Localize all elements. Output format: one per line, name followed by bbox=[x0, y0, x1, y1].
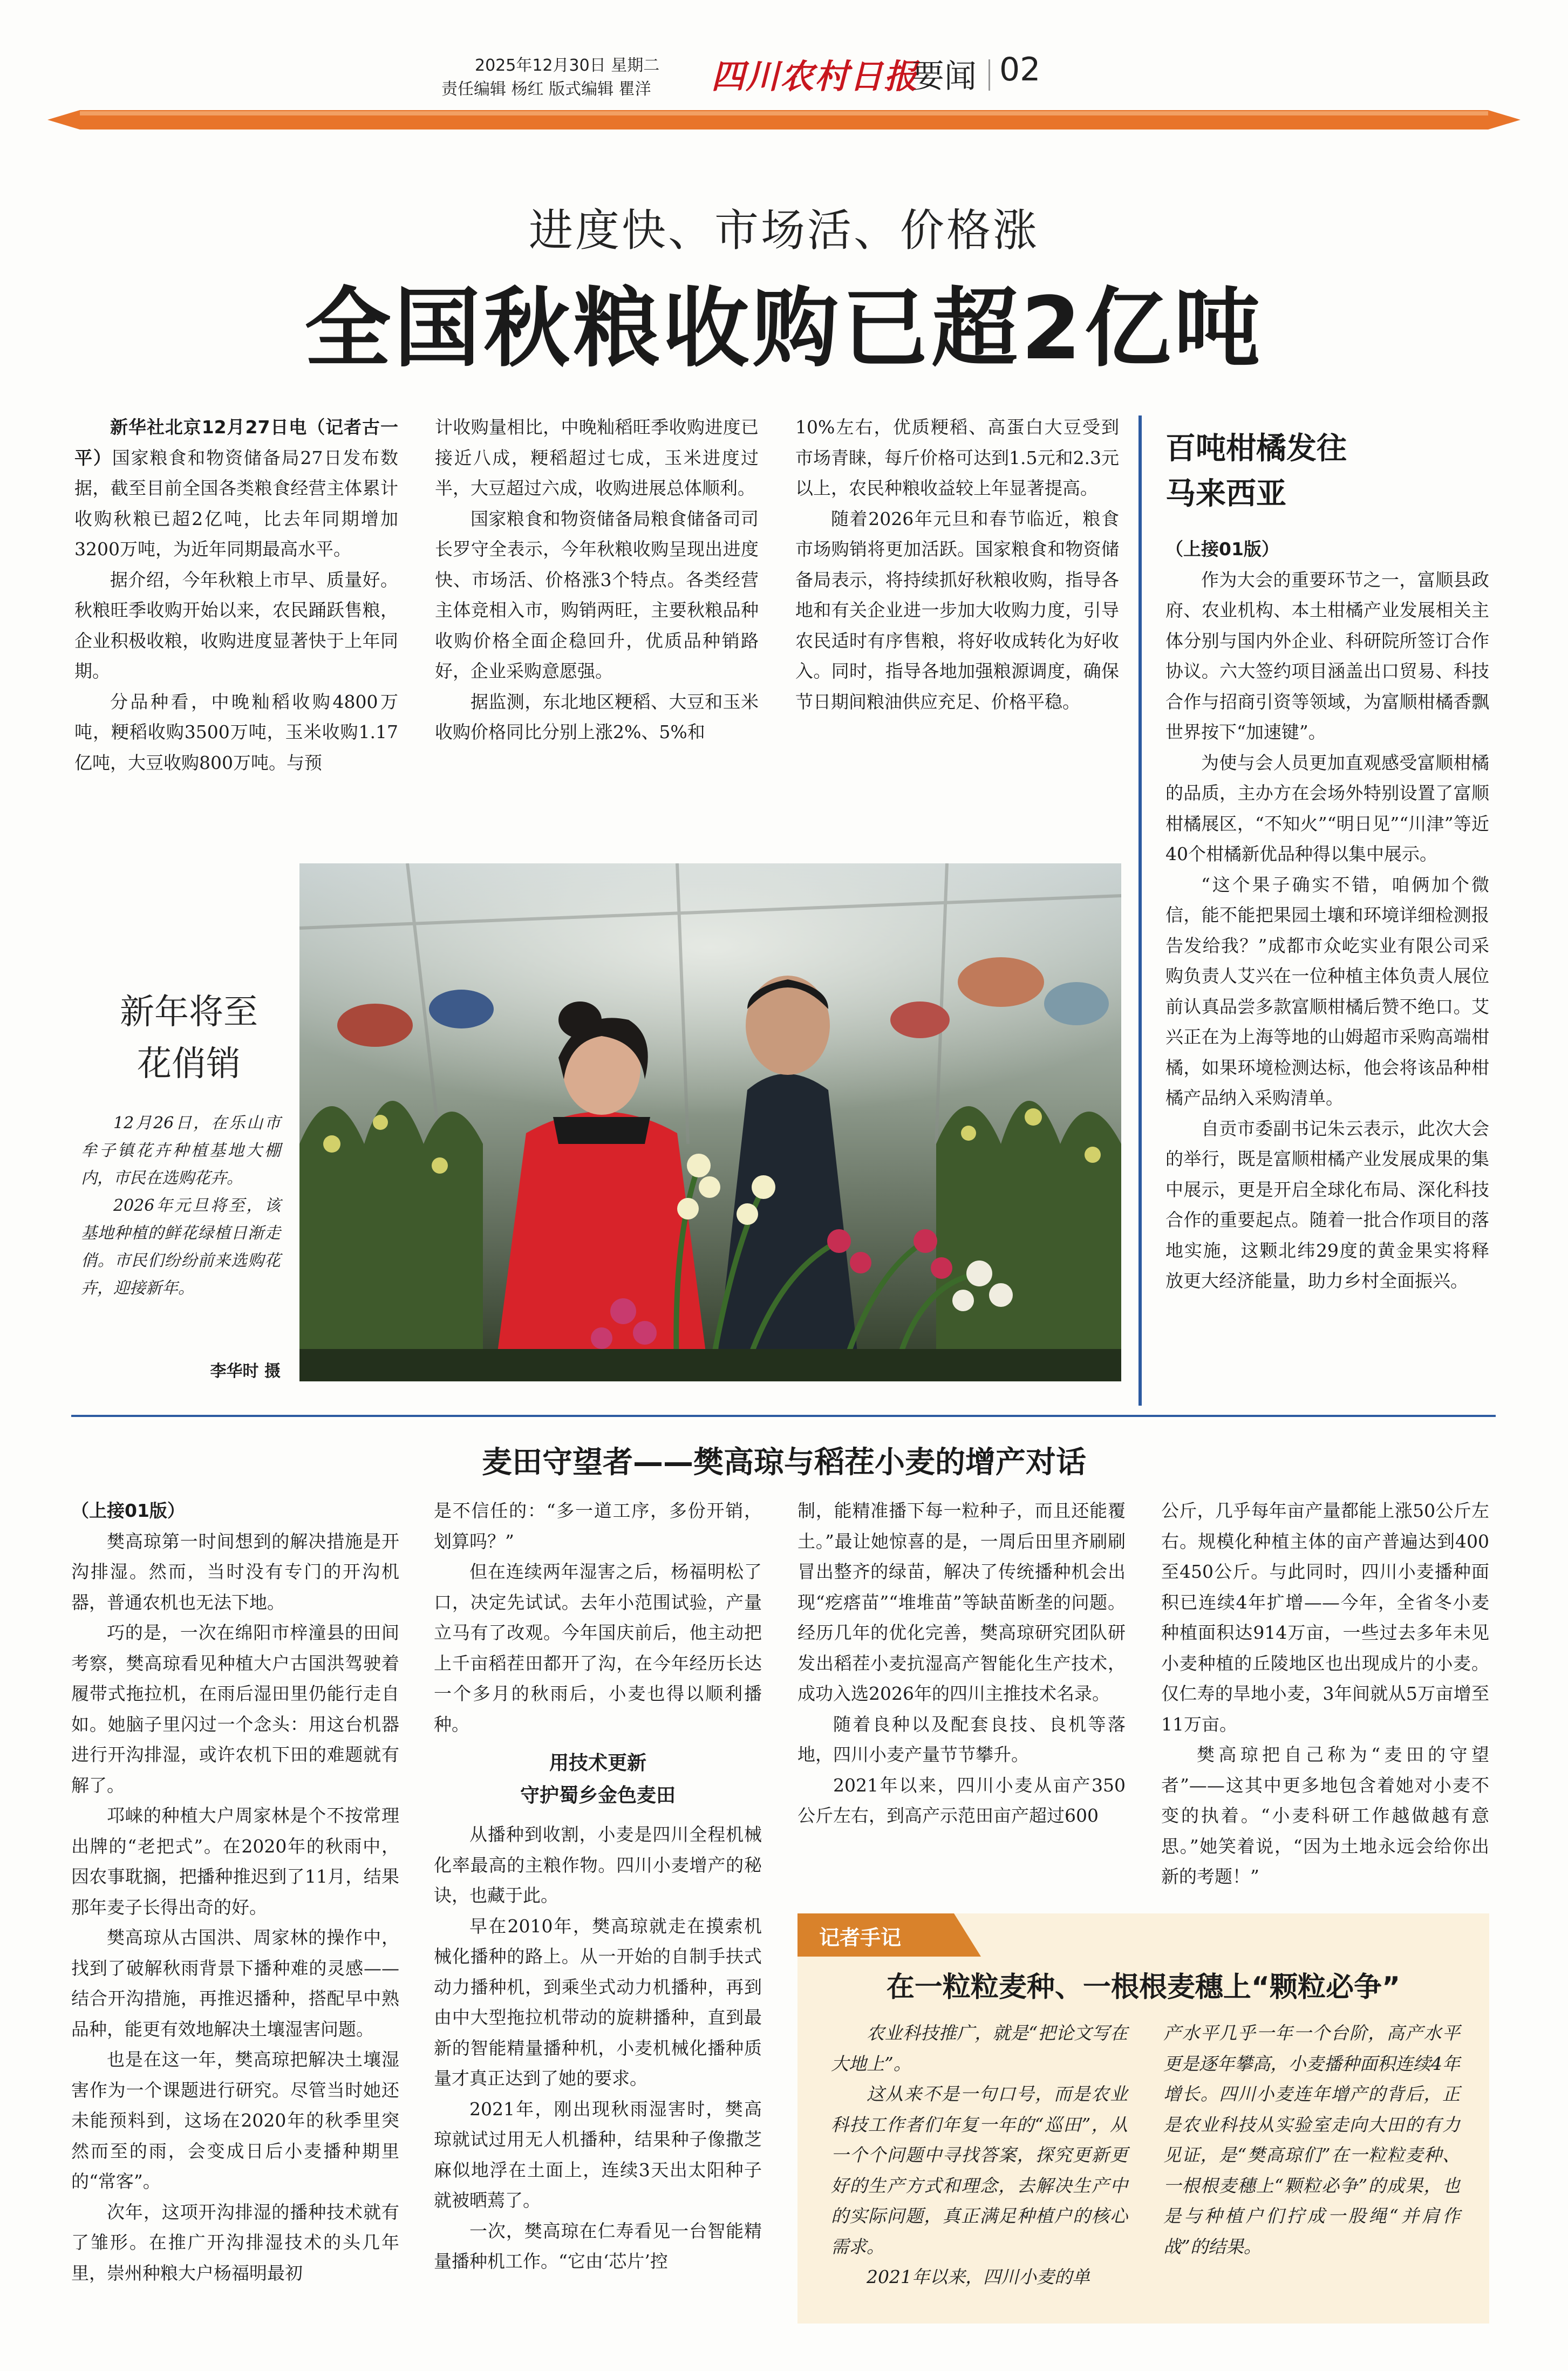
wheat-c1-p2: 巧的是，一次在绵阳市梓潼县的田间考察，樊高琼看见种植大户古国洪驾驶着履带式拖拉机，在雨后湿田里仍能行走自如。她脑子里闪过一个念头：用这台机器进行开沟排湿，或许农机下田的难题就有解了。 bbox=[71, 1622, 399, 1796]
citrus-side-rule bbox=[1138, 415, 1142, 1406]
wheat-c1-p4: 樊高琼从古国洪、周家林的操作中，找到了破解秋雨背景下播种难的灵感——结合开沟措施，再推迟播种，搭配早中熟品种，能更有效地解决土壤湿害问题。 bbox=[71, 1927, 399, 2040]
photo-title-line2: 花俏销 bbox=[137, 1044, 241, 1084]
flower-market-photo bbox=[299, 863, 1121, 1381]
photo-caption-p1: 12月26日，在乐山市牟子镇花卉种植基地大棚内，市民在选购花卉。 bbox=[81, 1114, 281, 1188]
photo-caption-p2: 2026年元旦将至，该基地种植的鲜花绿植日渐走俏。市民们纷纷前来选购花卉，迎接新年。 bbox=[81, 1196, 281, 1298]
lead-col2-p3: 据监测，东北地区粳稻、大豆和玉米收购价格同比分别上涨2%、5%和 bbox=[435, 691, 759, 742]
photo-credit: 李华时 摄 bbox=[210, 1362, 281, 1381]
wheat-col-3 bbox=[797, 1496, 1126, 1831]
citrus-body bbox=[1165, 534, 1489, 1297]
lead-col1-p3: 分品种看，中晚籼稻收购4800万吨，粳稻收购3500万吨，玉米收购1.17亿吨，大豆收购800万吨。与预 bbox=[74, 691, 398, 773]
wheat-c2-p3: 从播种到收割，小麦是四川全程机械化率最高的主粮作物。四川小麦增产的秘诀，也藏于此。 bbox=[434, 1824, 762, 1906]
lead-col1-p1 bbox=[74, 412, 398, 565]
lead-col1-p1-text: 国家粮食和物资储备局27日发布数据，截至目前全国各类粮食经营主体累计收购秋粮已超2亿吨，比去年同期增加3200万吨，为近年同期最高水平。 bbox=[74, 447, 398, 560]
issue-date: 2025年12月30日 星期二 bbox=[475, 56, 660, 75]
wheat-subhead-line1: 用技术更新 bbox=[549, 1752, 646, 1774]
wheat-c3-p3: 2021年以来，四川小麦从亩产350公斤左右，到高产示范田亩产超过600 bbox=[797, 1774, 1126, 1826]
wheat-c2-p4: 早在2010年，樊高琼就走在摸索机械化播种的路上。从一开始的自制手扶式动力播种机，到乘坐式动力机播种，再到由中大型拖拉机带动的旋耕播种，直到最新的智能精量播种机，小麦机械化播种质量才真正达到了她的要求。 bbox=[434, 1915, 762, 2089]
editor-credits: 责任编辑 杨红 版式编辑 瞿洋 bbox=[441, 80, 651, 99]
wheat-c4-p1: 公斤，几乎每年亩产量都能上涨50公斤左右。规模化种植主体的亩产普遍达到400至450公斤。与此同时，四川小麦播种面积已连续4年扩增——今年，全省冬小麦种植面积达914万亩，一些过去多年未见小麦种植的丘陵地区也出现成片的小麦。仅仁寿的旱地小麦，3年间就从5万亩增至11万亩。 bbox=[1161, 1500, 1489, 1735]
wheat-subhead-line2: 守护蜀乡金色麦田 bbox=[520, 1784, 676, 1807]
wheat-col-2 bbox=[434, 1496, 762, 2277]
lead-col-3 bbox=[795, 412, 1119, 717]
wheat-col-4 bbox=[1161, 1496, 1489, 1892]
wheat-col-1 bbox=[71, 1496, 399, 2288]
wheat-subhead bbox=[434, 1747, 762, 1812]
lead-col1-p2: 据介绍，今年秋粮上市早、质量好。秋粮旺季收购开始以来，农民踊跃售粮，企业积极收粮，收购进度显著快于上年同期。 bbox=[74, 569, 398, 682]
citrus-p2: 为使与会人员更加直观感受富顺柑橘的品质，主办方在会场外特别设置了富顺柑橘展区，“不知火”“明日见”“川津”等近40个柑橘新优品种得以集中展示。 bbox=[1165, 752, 1489, 864]
lead-subtitle: 进度快、市场活、价格涨 bbox=[528, 205, 1039, 256]
wheat-c4-p2: 樊高琼把自己称为“麦田的守望者”——这其中更多地包含着她对小麦不变的执着。“小麦科研工作越做越有意思。”她笑着说，“因为土地永远会给你出新的考题！” bbox=[1161, 1744, 1489, 1887]
masthead-ribbon bbox=[47, 106, 1521, 134]
wheat-c1-p6: 次年，这项开沟排湿的播种技术就有了雏形。在推广开沟排湿技术的头几年里，崇州种粮大户杨福明最初 bbox=[71, 2201, 399, 2284]
reporter-note-tag: 记者手记 bbox=[819, 1926, 902, 1950]
section-name: 要闻 bbox=[912, 58, 977, 96]
note-left-p3: 2021年以来，四川小麦的单 bbox=[867, 2266, 1090, 2287]
note-right-p1: 产水平几乎一年一个台阶，高产水平更是逐年攀高，小麦播种面积连续4年增长。四川小麦连年增产的背后，正是农业科技从实验室走向大田的有力见证，是“樊高琼们”在一粒粒麦种、一根根麦穗上“颗粒必争”的成果，也是与种植户们拧成一股绳“并肩作战”的结果。 bbox=[1163, 2022, 1460, 2257]
citrus-p4: 自贡市委副书记朱云表示，此次大会的举行，既是富顺柑橘产业发展成果的集中展示，更是开启全球化布局、深化科技合作的重要起点。随着一批合作项目的落地实施，这颗北纬29度的黄金果实将释放更大经济能量，助力乡村全面振兴。 bbox=[1165, 1118, 1489, 1291]
note-left-p1: 农业科技推广，就是“把论文写在大地上”。 bbox=[831, 2022, 1128, 2074]
reporter-note-left bbox=[831, 2018, 1128, 2293]
paper-logo: 四川农村日报 bbox=[711, 57, 919, 96]
wheat-c3-p2: 随着良种以及配套良技、良机等落地，四川小麦产量节节攀升。 bbox=[797, 1713, 1126, 1765]
citrus-p3: “这个果子确实不错，咱俩加个微信，能不能把果园土壤和环境详细检测报告发给我？”成都市众屹实业有限公司采购负责人艾兴在一位种植主体负责人展位前认真品尝多款富顺柑橘后赞不绝口。艾兴正在为上海等地的山姆超市采购高端柑橘，如果环境检测达标，他会将该品种柑橘产品纳入采购清单。 bbox=[1165, 874, 1489, 1108]
lead-headline: 全国秋粮收购已超2亿吨 bbox=[304, 278, 1264, 379]
lead-col3-cont: 10%左右，优质粳稻、高蛋白大豆受到市场青睐，每斤价格可达到1.5元和2.3元以上，农民种粮收益较上年显著提高。 bbox=[795, 417, 1119, 499]
wheat-c2-p1: 是不信任的：“多一道工序，多份开销，划算吗？” bbox=[434, 1500, 762, 1552]
lead-col-2 bbox=[435, 412, 759, 748]
lead-col2-p2: 国家粮食和物资储备局粮食储备司司长罗守全表示，今年秋粮收购呈现出进度快、市场活、价格涨3个特点。各类经营主体竞相入市，购销两旺，主要秋粮品种收购价格全面企稳回升，优质品种销路好，企业采购意愿强。 bbox=[435, 508, 759, 682]
citrus-title bbox=[1165, 426, 1347, 517]
lead-col2-cont: 计收购量相比，中晚籼稻旺季收购进度已接近八成，粳稻超过七成，玉米进度过半，大豆超过六成，收购进展总体顺利。 bbox=[435, 417, 759, 499]
note-left-p2: 这从来不是一句口号，而是农业科技工作者们年复一年的“巡田”，从一个个问题中寻找答案，探究更新更好的生产方式和理念，去解决生产中的实际问题，真正满足种植户的核心需求。 bbox=[831, 2083, 1128, 2257]
page-number: 02 bbox=[999, 51, 1041, 88]
wheat-headline: 麦田守望者——樊高琼与稻茬小麦的增产对话 bbox=[482, 1445, 1086, 1480]
lead-dateline: 新华社北京12月27日电（记者古一平） bbox=[74, 417, 398, 468]
citrus-title-line2: 马来西亚 bbox=[1165, 476, 1286, 512]
wheat-c2-p6: 一次，樊高琼在仁寿看见一台智能精量播种机工作。“它由‘芯片’控 bbox=[434, 2220, 762, 2272]
citrus-p1: 作为大会的重要环节之一，富顺县政府、农业机构、本土柑橘产业发展相关主体分别与国内外企业、科研院所签订合作协议。六大签约项目涵盖出口贸易、科技合作与招商引资等领域，为富顺柑橘香飘世界按下“加速键”。 bbox=[1165, 569, 1489, 742]
reporter-note-title: 在一粒粒麦种、一根根麦穗上“颗粒必争” bbox=[886, 1971, 1401, 2004]
photo-story-title bbox=[76, 986, 302, 1090]
wheat-c2-p5: 2021年，刚出现秋雨湿害时，樊高琼就试过用无人机播种，结果种子像撒芝麻似地浮在土面上，连续3天出太阳种子就被晒蔫了。 bbox=[434, 2098, 762, 2211]
wheat-c3-p1: 制，能精准播下每一粒种子，而且还能覆土。”最让她惊喜的是，一周后田里齐刷刷冒出整齐的绿苗，解决了传统播种机会出现“疙瘩苗”“堆堆苗”等缺苗断垄的问题。经历几年的优化完善，樊高琼研究团队研发出稻茬小麦抗湿高产智能化生产技术，成功入选2026年的四川主推技术名录。 bbox=[797, 1500, 1126, 1704]
reporter-note-right bbox=[1163, 2018, 1460, 2262]
lead-col3-p2: 随着2026年元旦和春节临近，粮食市场购销将更加活跃。国家粮食和物资储备局表示，将持续抓好秋粮收购，指导各地和有关企业进一步加大收购力度，引导农民适时有序售粮，将好收成转化为好收入。同时，指导各地加强粮源调度，确保节日期间粮油供应充足、价格平稳。 bbox=[795, 508, 1119, 712]
wheat-c1-p3: 邛崃的种植大户周家林是个不按常理出牌的“老把式”。在2020年的秋雨中，因农事耽搁，把播种推迟到了11月，结果那年麦子长得出奇的好。 bbox=[71, 1805, 399, 1918]
wheat-c2-p2: 但在连续两年湿害之后，杨福明松了口，决定先试试。去年小范围试验，产量立马有了改观。今年国庆前后，他主动把上千亩稻茬田都开了沟，在今年经历长达一个多月的秋雨后，小麦也得以顺利播种。 bbox=[434, 1561, 762, 1735]
wheat-c1-p5: 也是在这一年，樊高琼把解决土壤湿害作为一个课题进行研究。尽管当时她还未能预料到，这场在2020年的秋季里突然而至的雨，会变成日后小麦播种期里的“常客”。 bbox=[71, 2049, 399, 2192]
photo-caption bbox=[81, 1109, 281, 1302]
section-divider-line bbox=[71, 1415, 1496, 1417]
wheat-source: （上接01版） bbox=[71, 1500, 185, 1521]
lead-col-1 bbox=[74, 412, 398, 778]
photo-title-line1: 新年将至 bbox=[120, 992, 258, 1032]
citrus-title-line1: 百吨柑橘发往 bbox=[1165, 431, 1347, 466]
citrus-source: （上接01版） bbox=[1165, 539, 1279, 560]
wheat-c1-p1: 樊高琼第一时间想到的解决措施是开沟排湿。然而，当时没有专门的开沟机器，普通农机也无法下地。 bbox=[71, 1530, 399, 1613]
section-divider bbox=[988, 59, 990, 91]
